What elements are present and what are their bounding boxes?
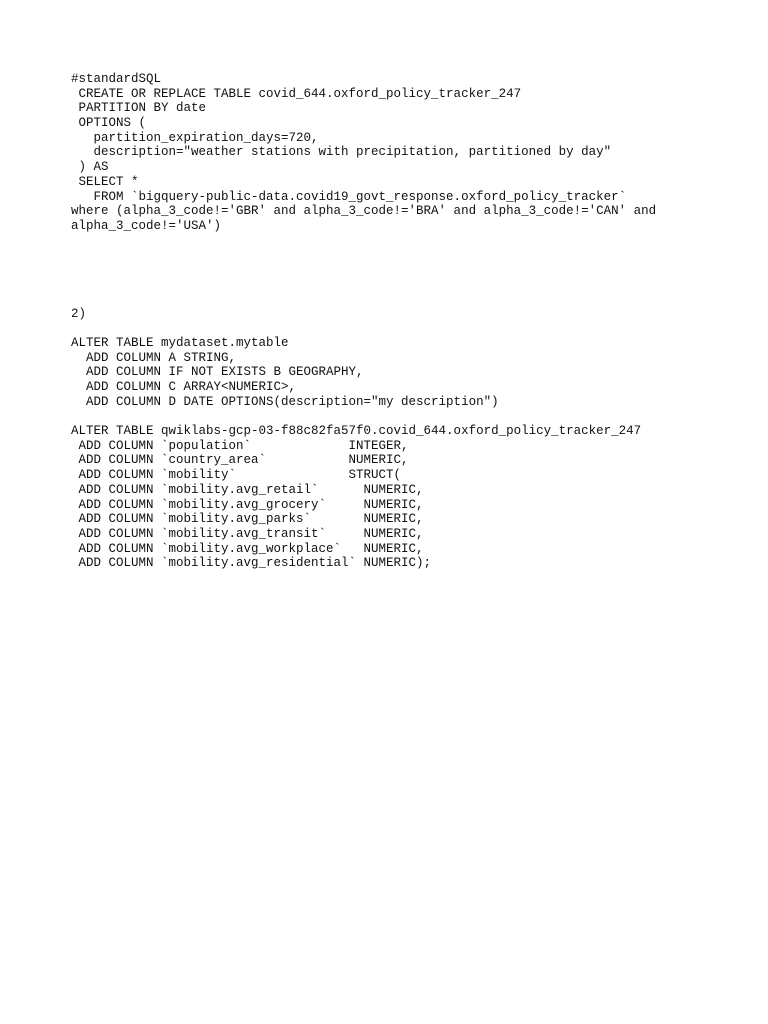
code-line: ADD COLUMN `population` INTEGER,: [71, 438, 409, 453]
code-line: ADD COLUMN `mobility` STRUCT(: [71, 468, 402, 483]
sql-block-create-table: [71, 72, 751, 234]
code-line: ) AS: [71, 160, 109, 175]
document-page: [71, 72, 751, 571]
code-line: where (alpha_3_code!='GBR' and alpha_3_code!='BRA' and alpha_3_code!='CAN' and: [71, 204, 657, 219]
code-line: partition_expiration_days=720,: [71, 130, 319, 145]
code-line: ALTER TABLE mydataset.mytable: [71, 335, 289, 350]
code-line: ADD COLUMN `country_area` NUMERIC,: [71, 453, 409, 468]
code-line: CREATE OR REPLACE TABLE covid_644.oxford_policy_tracker_247: [71, 86, 522, 101]
code-line: description="weather stations with precipitation, partitioned by day": [71, 145, 612, 160]
code-line: ADD COLUMN IF NOT EXISTS B GEOGRAPHY,: [71, 365, 364, 380]
code-line: PARTITION BY date: [71, 101, 207, 116]
code-line: ADD COLUMN C ARRAY<NUMERIC>,: [71, 380, 297, 394]
code-line: SELECT *: [71, 174, 139, 189]
code-line: ADD COLUMN `mobility.avg_residential` NUMERIC);: [71, 556, 432, 571]
code-line: #standardSQL: [71, 72, 162, 86]
spacer: [71, 321, 751, 336]
sql-block-alter-table-example: [71, 336, 751, 409]
sql-block-alter-table-covid: [71, 424, 751, 571]
code-line: alpha_3_code!='USA'): [71, 218, 222, 233]
code-line: ADD COLUMN A STRING,: [71, 350, 237, 365]
code-line: ADD COLUMN `mobility.avg_parks` NUMERIC,: [71, 512, 424, 527]
code-line: OPTIONS (: [71, 116, 147, 131]
section-number-block: [71, 307, 751, 322]
code-line: ADD COLUMN D DATE OPTIONS(description="my description"): [71, 394, 499, 409]
code-line: ADD COLUMN `mobility.avg_workplace` NUMERIC,: [71, 541, 424, 556]
code-line: FROM `bigquery-public-data.covid19_govt_response.oxford_policy_tracker`: [71, 189, 627, 204]
spacer: [71, 234, 751, 307]
spacer: [71, 409, 751, 424]
code-line: ADD COLUMN `mobility.avg_grocery` NUMERIC,: [71, 497, 424, 512]
code-line: ALTER TABLE qwiklabs-gcp-03-f88c82fa57f0.covid_644.oxford_policy_tracker_247: [71, 424, 642, 439]
section-number: 2): [71, 306, 87, 321]
code-line: ADD COLUMN `mobility.avg_retail` NUMERIC,: [71, 482, 424, 497]
code-line: ADD COLUMN `mobility.avg_transit` NUMERIC,: [71, 526, 424, 541]
